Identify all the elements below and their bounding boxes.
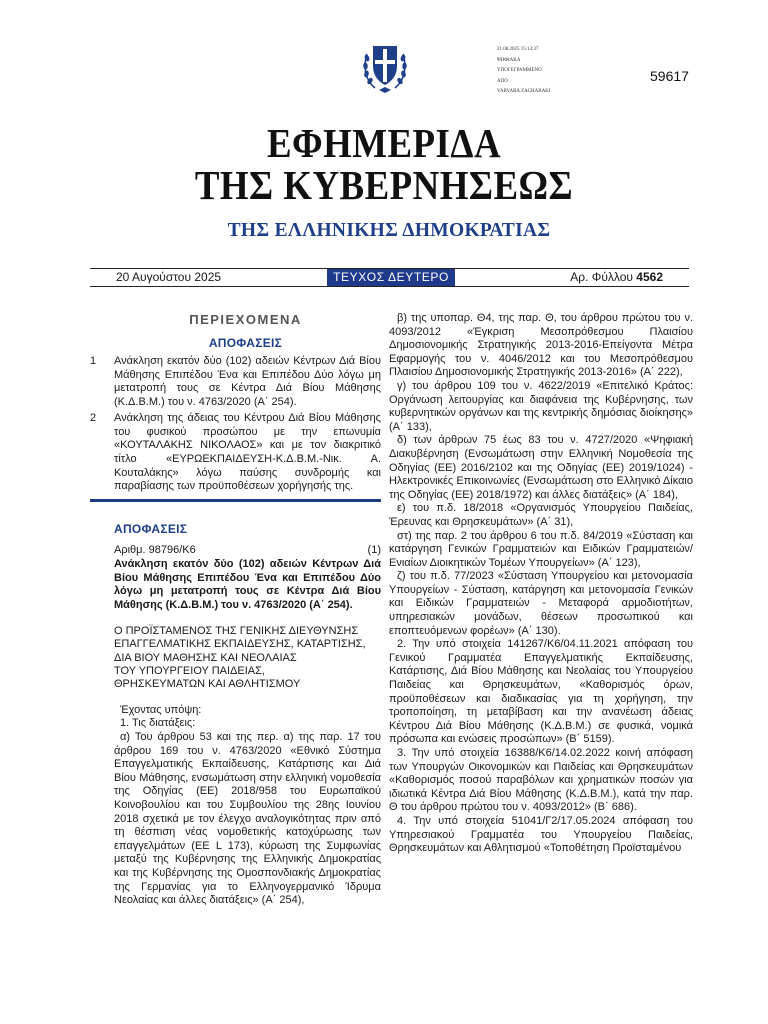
provision-paragraph: 2. Την υπό στοιχεία 141267/Κ6/04.11.2021 απόφαση του Γενικού Γραμματέα Επαγγελματικής Εκπαίδευσης, Κατάρτισης, Διά Βίου Μάθησης και Νεολαίας του Υπουργείου Παιδείας και Θρησκευμάτων, «Καθορισμός όρων, προϋποθέσεων και διαδικασίας για τη χορήγηση, την τροποποίηση, τη μεταβίβαση και την ανανέωση άδειας Κέντρου Διά Βίου Μάθησης (Κ.Δ.Β.Μ.) σε φυσικά, νομικά πρόσωπα και ενώσεις προσώπων» (Β΄ 5159).: [389, 638, 693, 746]
right-column: [389, 312, 693, 856]
toc-item-text: Ανάκληση εκατόν δύο (102) αδειών Κέντρων Διά Βίου Μάθησης Επιπέδου Ένα και Επιπέδου Δύο λόγω μη μετατροπή τους σε Κέντρα Διά Βίου Μάθησης (Κ.Δ.Β.Μ.) του ν. 4763/2020 (Α΄ 254).: [114, 355, 381, 409]
toc-item-number: 1: [90, 355, 97, 367]
provision-paragraph: 3. Την υπό στοιχεία 16388/Κ6/14.02.2022 κοινή απόφαση των Υπουργών Οικονομικών και Παιδείας και Θρησκευμάτων «Καθορισμός ποσού παραβόλων και χρηματικών ποσών για ιδιωτικά Κέντρα Διά Βίου Μάθησης (Κ.Δ.Β.Μ.), κατά την παρ. Θ του άρθρου πρώτου του ν. 4093/2012» (Β΄ 686).: [389, 747, 693, 814]
provision-paragraph: ε) του π.δ. 18/2018 «Οργανισμός Υπουργείου Παιδείας, Έρευνας και Θρησκευμάτων» (Α΄ 31),: [389, 502, 693, 528]
decision-ref: (1): [367, 544, 381, 557]
toc-item: [90, 412, 381, 494]
masthead-title-line2: ΤΗΣ ΚΥΒΕΡΝΗΣΕΩΣ: [194, 162, 574, 208]
issuing-authority: [90, 625, 381, 692]
provision-paragraph: ζ) του π.δ. 77/2023 «Σύσταση Υπουργείου και μετονομασία Υπουργείων - Σύσταση, κατάργηση και μετονομασία Γενικών και Ειδικών Γραμματειών - Μεταφορά αρμοδιοτήτων, υπηρεσιακών μονάδων, θέσεων προσωπικού και εποπτευόμενων φορέων» (Α΄ 130).: [389, 570, 693, 637]
provision-paragraph: β) της υποπαρ. Θ4, της παρ. Θ, του άρθρου πρώτου του ν. 4093/2012 «Έγκριση Μεσοπρόθεσμου Πλαισίου Δημοσιονομικής Στρατηγικής 2013-2016-Επείγοντα Μέτρα Εφαρμογής του ν. 4046/2012 και του Μεσοπρόθεσμου Πλαισίου Δημοσιονομικής Στρατηγικής 2013-2016» (Α΄ 222),: [389, 312, 693, 379]
issue-date: 20 Αυγούστου 2025: [116, 270, 222, 284]
decision-number: Αριθμ. 98796/Κ6: [114, 544, 196, 557]
signature-line: ΑΠΟ: [497, 78, 508, 84]
decision-title: Ανάκληση εκατόν δύο (102) αδειών Κέντρων Διά Βίου Μάθησης Επιπέδου Ένα και Επιπέδου Δύο λόγω μη μετατροπή τους σε Κέντρα Διά Βίου Μάθησης (Κ.Δ.Β.Μ.) του ν. 4763/2020 (Α΄ 254).: [114, 558, 381, 612]
authority-line: ΔΙΑ ΒΙΟΥ ΜΑΘΗΣΗΣ ΚΑΙ ΝΕΟΛΑΙΑΣ: [114, 651, 297, 664]
authority-line: ΤΟΥ ΥΠΟΥΡΓΕΙΟΥ ΠΑΙΔΕΙΑΣ,: [114, 665, 265, 678]
masthead-title-line1: ΕΦΗΜΕΡΙΔΑ: [266, 120, 502, 166]
provision-paragraph: α) Του άρθρου 53 και της περ. α) της παρ. 17 του άρθρου 169 του ν. 4763/2020 «Εθνικό Σύστημα Επαγγελματικής Εκπαίδευσης, Κατάρτισης και Διά Βίου Μάθησης, ενσωμάτωση στην ελληνική νομοθεσία της Οδηγίας (ΕΕ) 2018/958 του Ευρωπαϊκού Κοινοβουλίου και του Συμβουλίου της 28ης Ιουνίου 2018 σχετικά με τον έλεγχο αναλογικότητας πριν από τη θέσπιση νέας νομοθετικής κατοχύρωσης των επαγγελμάτων (ΕΕ L 173), κύρωση της Συμφωνίας μεταξύ της Κυβέρνησης της Ελληνικής Δημοκρατίας και της Κυβέρνησης της Ομοσπονδιακής Δημοκρατίας της Γερμανίας για το Ελληνογερμανικό Ίδρυμα Νεολαίας και άλλες διατάξεις» (Α΄ 254),: [114, 731, 381, 907]
toc-divider: [90, 499, 381, 502]
provision-paragraph: δ) των άρθρων 75 έως 83 του ν. 4727/2020 «Ψηφιακή Διακυβέρνηση (Ενσωμάτωση στην Ελληνική Νομοθεσία της Οδηγίας (ΕΕ) 2016/2102 και της Οδηγίας (ΕΕ) 2019/1024) - Ηλεκτρονικές Επικοινωνίες (Ενσωμάτωση στο Ελληνικό Δίκαιο της Οδηγίας (ΕΕ) 2018/1972) και άλλες διατάξεις» (Α΄ 184),: [389, 434, 693, 501]
issue-code: 59617: [650, 68, 689, 84]
toc-subheading: ΑΠΟΦΑΣΕΙΣ: [208, 336, 283, 350]
issue-series-badge: ΤΕΥΧΟΣ ΔΕΥΤΕΡΟ: [327, 269, 455, 286]
signature-line: ΥΠΟΓΕΓΡΑΜΜΕΝΟ: [497, 68, 542, 74]
masthead-subtitle: ΤΗΣ ΕΛΛΗΝΙΚΗΣ ΔΗΜΟΚΡΑΤΙΑΣ: [227, 220, 551, 241]
toc-item: [90, 355, 381, 410]
sheet-number-value: 4562: [636, 270, 663, 284]
issue-info-bar: [90, 268, 689, 287]
sheet-number: [570, 270, 663, 284]
provision-paragraph: 4. Την υπό στοιχεία 51041/Γ2/17.05.2024 απόφαση του Υπηρεσιακού Γραμματέα του Υπουργείου Παιδείας, Θρησκευμάτων και Αθλητισμού «Τοποθέτηση Προϊσταμένου: [389, 814, 693, 855]
provisions-heading: 1. Τις διατάξεις:: [120, 717, 196, 730]
provision-paragraph: γ) του άρθρου 109 του ν. 4622/2019 «Επιτελικό Κράτος: Οργάνωση λειτουργίας και διαφάνεια της Κυβέρνησης, των κυβερνητικών οργάνων και της κεντρικής δημόσιας διοίκησης» (Α΄ 133),: [389, 379, 693, 433]
sheet-label: Αρ. Φύλλου: [570, 270, 633, 284]
authority-line: Ο ΠΡΟΪΣΤΑΜΕΝΟΣ ΤΗΣ ΓΕΝΙΚΗΣ ΔΙΕΥΘΥΝΣΗΣ: [114, 624, 359, 637]
having-regard: Έχοντας υπόψη:: [120, 703, 202, 716]
signature-line: VARVARA ZACHARAKI: [497, 89, 551, 95]
decisions-heading: ΑΠΟΦΑΣΕΙΣ: [114, 522, 188, 537]
authority-line: ΕΠΑΓΓΕΛΜΑΤΙΚΗΣ ΕΚΠΑΙΔΕΥΣΗΣ, ΚΑΤΑΡΤΙΣΗΣ,: [114, 638, 366, 651]
provision-paragraph: στ) της παρ. 2 του άρθρου 6 του π.δ. 84/2019 «Σύσταση και κατάργηση Γενικών Γραμματειών και Ειδικών Γραμματειών/Ενιαίων Διοικητικών Τομέων Υπουργείων» (Α΄ 123),: [389, 529, 693, 569]
toc-item-text: Ανάκληση της άδειας του Κέντρου Διά Βίου Μάθησης του φυσικού προσώπου με την επωνυμία «ΚΟΥΤΑΛΑΚΗΣ ΝΙΚΟΛΑΟΣ» και με τον διακριτικό τίτλο «ΕΥΡΩΕΚΠΑΙΔΕΥΣΗ-Κ.Δ.Β.Μ.-Νικ. Α. Κουταλάκης» λόγω παύσης συνδρομής και παραβίασης των προϋποθέσεων χορήγησής της.: [114, 411, 381, 493]
left-column: [90, 312, 381, 908]
toc-heading: ΠΕΡΙΕΧΟΜΕΝΑ: [189, 312, 302, 327]
authority-line: ΘΡΗΣΚΕΥΜΑΤΩΝ ΚΑΙ ΑΘΛΗΤΙΣΜΟΥ: [114, 678, 301, 691]
signature-line: 21.08.2025 15:13:37: [497, 47, 539, 52]
toc-item-number: 2: [90, 411, 97, 424]
digital-signature-stamp: [497, 45, 587, 98]
signature-line: ΨΗΦΙΑΚΑ: [497, 57, 521, 63]
decision-number-line: [90, 544, 381, 557]
hellenic-republic-emblem-icon: [361, 38, 409, 96]
